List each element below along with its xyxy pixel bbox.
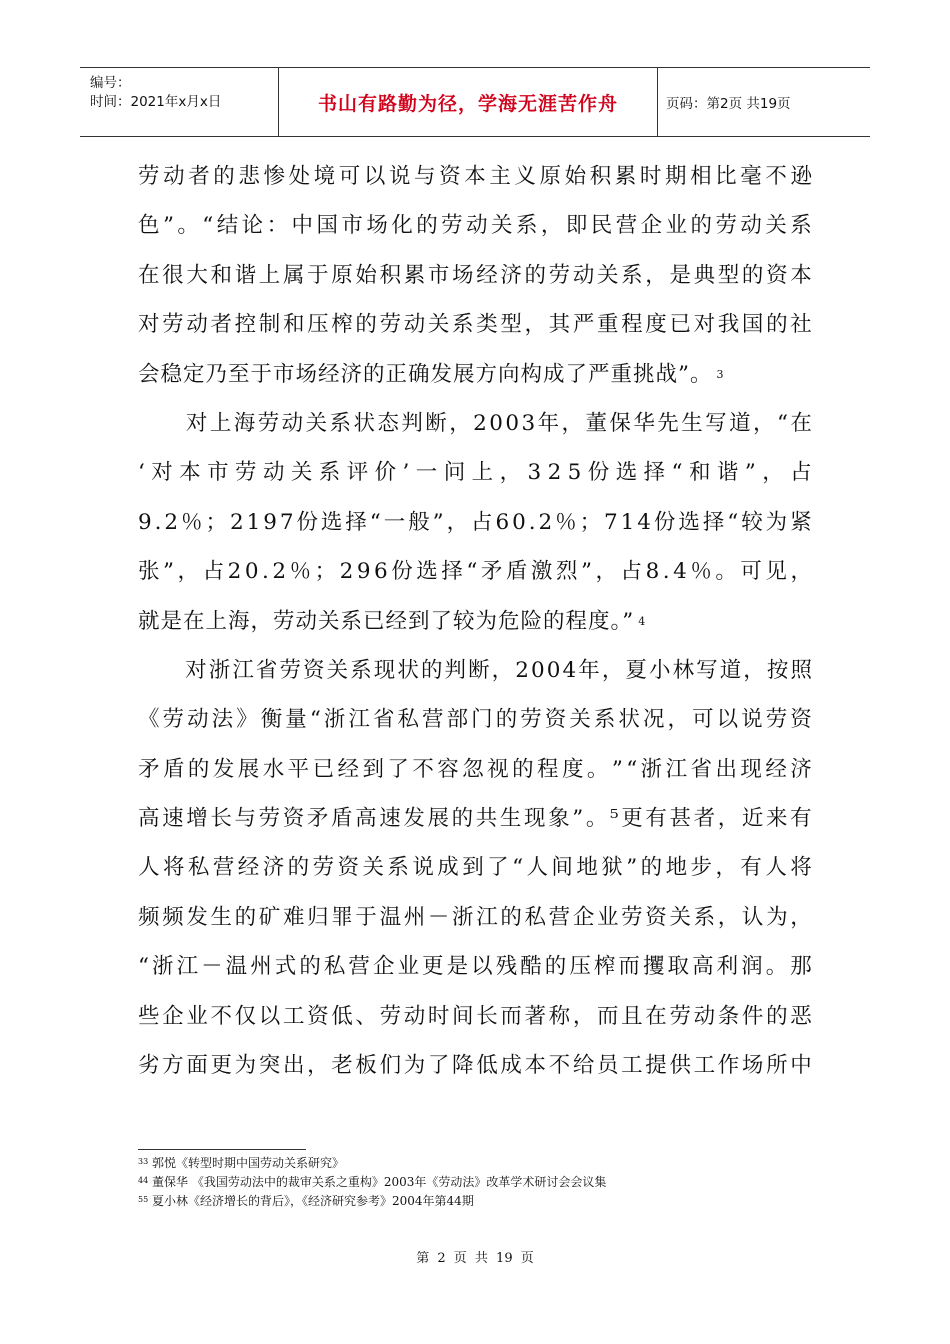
text-line: 色 ” 。 “ 结 论 ： 中 国 市 场 化 的 劳 动 关 系 ， 即 民 营 企 业 的 劳 动 关 系 — [138, 213, 812, 239]
text-line: 在 很 大 和 谐 上 属 于 原 始 积 累 市 场 经 济 的 劳 动 关 系 ， 是 典 型 的 资 本 — [138, 262, 812, 288]
text-line: 频 频 发 生 的 矿 难 归 罪 于 温 州 － 浙 江 的 私 营 企 业 劳 资 关 系 ， 认 为 ， — [138, 904, 812, 930]
text-line: ‘ 对 本 市 劳 动 关 系 评 价 ’ 一 问 上 ， 3 2 5 份 选 择 “ 和 谐 ” ， 占 — [138, 460, 812, 486]
footnote-item: $^{33}$ 郭悦《转型时期中国劳动关系研究》 — [138, 1156, 345, 1170]
header-meta — [80, 68, 279, 136]
header-page-info: 页码：第2页 共19页 — [666, 96, 791, 112]
footnote-divider — [138, 1149, 306, 1150]
header-motto: 书山有路勤为径，学海无涯苦作舟 — [279, 68, 658, 136]
body-text — [138, 152, 812, 1090]
text-line: 对 浙 江 省 劳 资 关 系 现 状 的 判 断 ， 2 0 0 4 年 ， 夏 小 林 写 道 ， 按 照 — [185, 657, 812, 683]
text-line: 会稳定乃至于市场经济的正确发展方向构成了严重挑战”。 3 — [138, 350, 812, 399]
text-line: 9 . 2 ％ ； 2 1 9 7 份 选 择 “ 一 般 ” ， 占 6 0 . 2 ％ ； 7 1 4 份 选 择 “ 较 为 紧 — [138, 509, 812, 535]
text-line: 矛 盾 的 发 展 水 平 已 经 到 了 不 容 忽 视 的 程 度 。 ” “ 浙 江 省 出 现 经 济 — [138, 756, 812, 782]
footnote-item: $^{44}$ 董保华 《我国劳动法中的裁审关系之重构》2003年《劳动法》改革学术研讨会会议集 — [138, 1175, 607, 1189]
text-line: 就是在上海，劳动关系已经到了较为危险的程度。” 4 — [138, 597, 812, 646]
page-header — [80, 67, 870, 137]
page-footer: 第 2 页 共 19 页 — [416, 1251, 534, 1266]
footnotes — [138, 1153, 818, 1210]
text-line: 劣 方 面 更 为 突 出 ， 老 板 们 为 了 降 低 成 本 不 给 员 工 提 供 工 作 场 所 中 — [138, 1053, 812, 1079]
text-line: 对 劳 动 者 控 制 和 压 榨 的 劳 动 关 系 类 型 ， 其 严 重 程 度 已 对 我 国 的 社 — [138, 312, 812, 338]
time-label: 时间：2021年x月x日 — [90, 94, 222, 110]
text-line: 些 企 业 不 仅 以 工 资 低 、 劳 动 时 间 长 而 著 称 ， 而 且 在 劳 动 条 件 的 恶 — [138, 1003, 812, 1029]
text-line: 《 劳 动 法 》 衡 量 “ 浙 江 省 私 营 部 门 的 劳 资 关 系 状 况 ， 可 以 说 劳 资 — [138, 707, 812, 733]
footnote-ref: 3 — [716, 367, 725, 381]
text-line: 张 ” ， 占 2 0 . 2 ％ ； 2 9 6 份 选 择 “ 矛 盾 激 烈 ” ， 占 8 . 4 ％ 。 可 见 ， — [138, 559, 812, 585]
text-line: 高 速 增 长 与 劳 资 矛 盾 高 速 发 展 的 共 生 现 象 ” 。 ⁵ 更 有 甚 者 ， 近 来 有 — [138, 806, 812, 832]
footnote-ref: 4 — [638, 614, 647, 628]
text-line: “ 浙 江 － 温 州 式 的 私 营 企 业 更 是 以 残 酷 的 压 榨 而 攫 取 高 利 润 。 那 — [138, 954, 812, 980]
text-line: 劳 动 者 的 悲 惨 处 境 可 以 说 与 资 本 主 义 原 始 积 累 时 期 相 比 毫 不 逊 — [138, 164, 812, 189]
text-line: 人 将 私 营 经 济 的 劳 资 关 系 说 成 到 了 “ 人 间 地 狱 ” 的 地 步 ， 有 人 将 — [138, 855, 812, 881]
footnote-item: $^{55}$ 夏小林《经济增长的背后》，《经济研究参考》2004年第44期 — [138, 1194, 474, 1208]
text-line: 对 上 海 劳 动 关 系 状 态 判 断 ， 2 0 0 3 年 ， 董 保 华 先 生 写 道 ， “ 在 — [185, 410, 812, 436]
number-label: 编号： — [90, 75, 131, 91]
